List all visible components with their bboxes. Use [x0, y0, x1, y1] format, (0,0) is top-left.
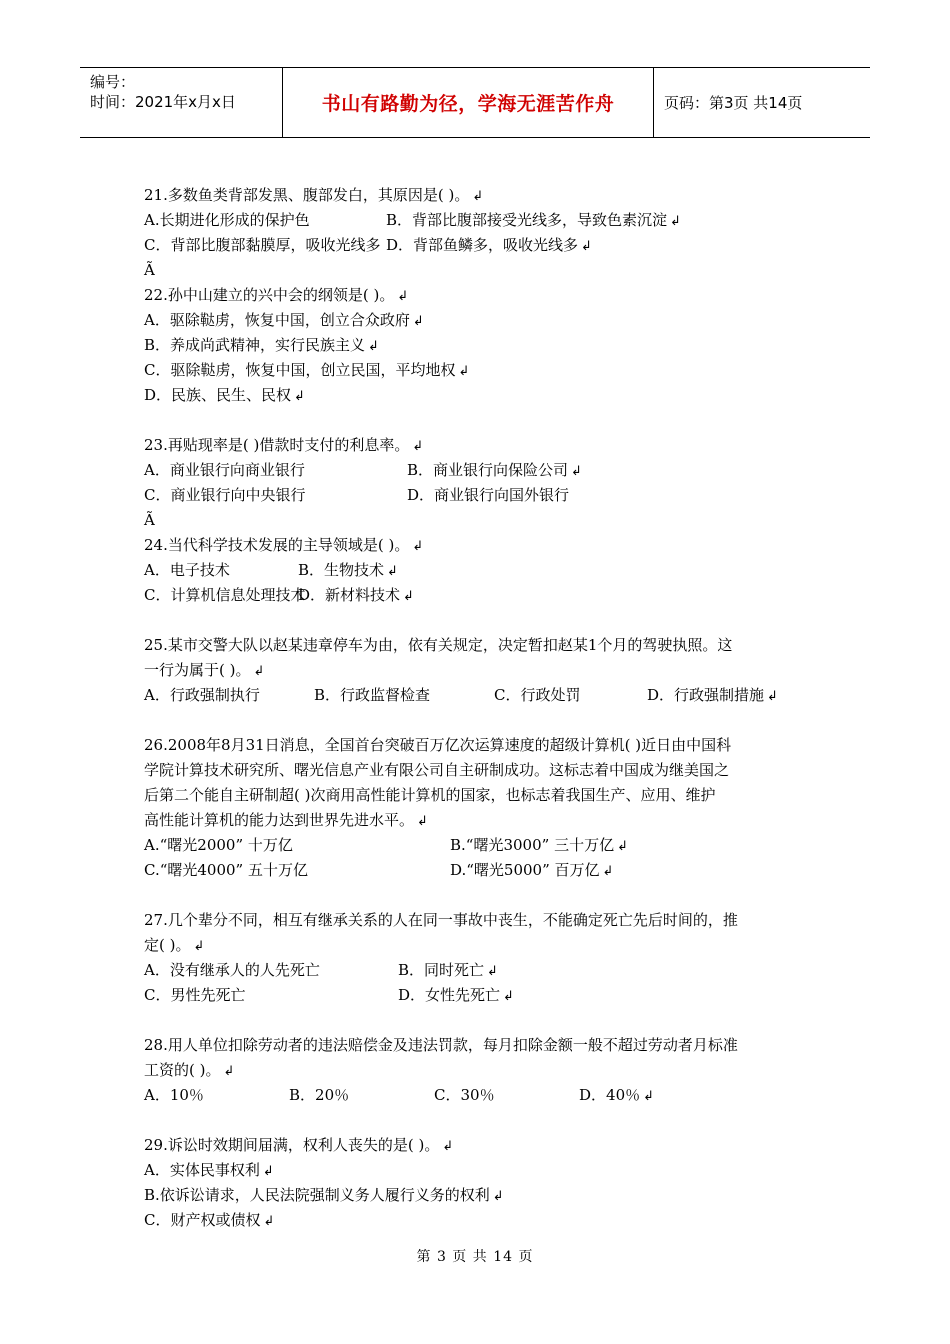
question-block: [144, 283, 808, 433]
paragraph-mark-icon: ↲: [368, 339, 379, 354]
question-block: [144, 183, 808, 283]
question-stem: [144, 433, 808, 458]
option-text: A．驱除鞑虏，恢复中国，创立合众政府: [144, 311, 410, 329]
option-text: C．计算机信息处理技术: [144, 586, 306, 604]
option-text: B．背部比腹部接受光线多，导致色素沉淀: [386, 211, 668, 229]
option-row: [144, 308, 808, 333]
question-stem: [144, 533, 808, 558]
option-text: C．财产权或债权: [144, 1211, 261, 1229]
option-text: C．行政处罚: [494, 686, 581, 704]
question-stem-text: 28.用人单位扣除劳动者的违法赔偿金及违法罚款，每月扣除金额一般不超过劳动者月标准: [144, 1036, 738, 1054]
page-footer: 第 3 页 共 14 页: [416, 1249, 534, 1265]
option-row: [144, 683, 808, 708]
option-text: B．商业银行向保险公司: [407, 461, 569, 479]
question-stem: [144, 1058, 808, 1083]
question-stem: [144, 633, 808, 658]
paragraph-mark-icon: ↲: [503, 989, 514, 1004]
option-row: [144, 833, 808, 858]
paragraph-mark-icon: ↲: [253, 664, 265, 679]
question-stem-text: 工资的( )。: [144, 1061, 221, 1079]
number-label: 编号：: [90, 73, 136, 91]
question-block: [144, 733, 808, 908]
header-page-info: 页码：第3页 共14页: [664, 94, 803, 112]
option-row: [144, 233, 808, 258]
option-row: [144, 383, 808, 408]
question-stem-text: 学院计算技术研究所、曙光信息产业有限公司自主研制成功。这标志着中国成为继美国之: [144, 761, 730, 779]
paragraph-mark-icon: ↲: [571, 464, 582, 479]
option-text: A.长期进化形成的保护色: [144, 211, 310, 229]
option-text: B．养成尚武精神，实行民族主义: [144, 336, 366, 354]
question-stem: [144, 1133, 808, 1158]
option-text: C．背部比腹部黏膜厚，吸收光线多: [144, 236, 381, 254]
question-stem-text: 29.诉讼时效期间届满，权利人丧失的是( )。: [144, 1136, 440, 1154]
option-row: [144, 208, 808, 233]
option-text: C．30％: [434, 1086, 495, 1104]
option-text: D．商业银行向国外银行: [407, 486, 570, 504]
question-stem-text: 定( )。: [144, 936, 191, 954]
question-stem: [144, 1033, 808, 1058]
trailing-symbol: Ã: [144, 511, 155, 529]
option-text: C．男性先死亡: [144, 986, 246, 1004]
option-row: [144, 983, 808, 1008]
question-stem: [144, 808, 808, 833]
option-row: [144, 958, 808, 983]
question-list: [144, 183, 808, 1233]
blank-line: [144, 708, 808, 733]
blank-line: [144, 408, 808, 433]
blank-line: [144, 883, 808, 908]
option-text: D．女性先死亡: [398, 986, 501, 1004]
question-stem: [144, 283, 808, 308]
paragraph-mark-icon: ↲: [193, 939, 205, 954]
option-row: [144, 1158, 808, 1183]
page-header: [80, 67, 870, 138]
paragraph-mark-icon: ↲: [643, 1089, 655, 1104]
paragraph-mark-icon: ↲: [487, 964, 498, 979]
option-row: [144, 458, 808, 483]
option-row: [144, 583, 808, 608]
date-label: 时间：2021年x月x日: [90, 93, 236, 111]
option-text: A．10％: [144, 1086, 204, 1104]
option-text: C．商业银行向中央银行: [144, 486, 306, 504]
option-text: D．行政强制措施: [647, 686, 765, 704]
question-stem: [144, 733, 808, 758]
option-text: D.“曙光5000” 百万亿: [450, 861, 600, 879]
question-stem: [144, 783, 808, 808]
question-stem-text: 26.2008年8月31日消息，全国首台突破百万亿次运算速度的超级计算机( )近日由中国科: [144, 736, 732, 754]
paragraph-mark-icon: ↲: [617, 839, 628, 854]
question-block: [144, 433, 808, 533]
option-row: [144, 483, 808, 508]
question-stem-text: 21.多数鱼类背部发黑、腹部发白，其原因是( )。: [144, 186, 470, 204]
option-text: D．40％: [579, 1086, 641, 1104]
paragraph-mark-icon: ↲: [442, 1139, 454, 1154]
option-text: C．驱除鞑虏，恢复中国，创立民国，平均地权: [144, 361, 456, 379]
paragraph-mark-icon: ↲: [387, 564, 398, 579]
paragraph-mark-icon: ↲: [767, 689, 778, 704]
option-text: D．背部鱼鳞多，吸收光线多: [386, 236, 579, 254]
paragraph-mark-icon: ↲: [403, 589, 414, 604]
question-stem-text: 后第二个能自主研制超( )次商用高性能计算机的国家，也标志着我国生产、应用、维护: [144, 786, 716, 804]
question-block: [144, 533, 808, 633]
option-text: B．生物技术: [298, 561, 385, 579]
question-stem-text: 24.当代科学技术发展的主导领域是( )。: [144, 536, 410, 554]
paragraph-mark-icon: ↲: [294, 389, 305, 404]
option-text: B.依诉讼请求，人民法院强制义务人履行义务的权利: [144, 1186, 490, 1204]
option-text: D．新材料技术: [298, 586, 401, 604]
question-block: [144, 633, 808, 733]
header-meta: [80, 68, 283, 137]
question-stem-text: 27.几个辈分不同，相互有继承关系的人在同一事故中丧生，不能确定死亡先后时间的，推: [144, 911, 738, 929]
trailing-symbol: Ã: [144, 261, 155, 279]
option-text: B．行政监督检查: [314, 686, 431, 704]
paragraph-mark-icon: ↲: [492, 1189, 504, 1204]
option-text: C.“曙光4000” 五十万亿: [144, 861, 308, 879]
question-block: [144, 1033, 808, 1133]
option-text: A.“曙光2000” 十万亿: [144, 836, 293, 854]
option-text: B．同时死亡: [398, 961, 485, 979]
paragraph-mark-icon: ↲: [472, 189, 484, 204]
option-row: [144, 1183, 808, 1208]
question-stem-text: 一行为属于( )。: [144, 661, 251, 679]
paragraph-mark-icon: ↲: [223, 1064, 235, 1079]
option-text: A．电子技术: [144, 561, 230, 579]
question-block: [144, 1133, 808, 1233]
question-stem: [144, 183, 808, 208]
question-stem: [144, 658, 808, 683]
paragraph-mark-icon: ↲: [581, 239, 592, 254]
option-text: B．20％: [289, 1086, 350, 1104]
option-text: B.“曙光3000” 三十万亿: [450, 836, 615, 854]
option-row: [144, 858, 808, 883]
question-stem-text: 25.某市交警大队以赵某违章停车为由，依有关规定，决定暂扣赵某1个月的驾驶执照。这: [144, 636, 733, 654]
option-text: A．实体民事权利: [144, 1161, 260, 1179]
paragraph-mark-icon: ↲: [397, 289, 409, 304]
blank-line: [144, 1008, 808, 1033]
blank-line: [144, 1108, 808, 1133]
paragraph-mark-icon: ↲: [412, 539, 424, 554]
paragraph-mark-icon: ↲: [412, 314, 424, 329]
option-row: [144, 333, 808, 358]
blank-line: [144, 608, 808, 633]
question-block: [144, 908, 808, 1033]
question-stem-text: 高性能计算机的能力达到世界先进水平。: [144, 811, 415, 829]
paragraph-mark-icon: ↲: [602, 864, 614, 879]
header-motto: 书山有路勤为径，学海无涯苦作舟: [283, 68, 654, 137]
question-stem-text: 23.再贴现率是( )借款时支付的利息率。: [144, 436, 410, 454]
paragraph-mark-icon: ↲: [417, 814, 428, 829]
option-row: [144, 1083, 808, 1108]
option-row: [144, 358, 808, 383]
option-row: [144, 1208, 808, 1233]
option-text: A．行政强制执行: [144, 686, 260, 704]
question-stem: [144, 908, 808, 933]
paragraph-mark-icon: ↲: [263, 1214, 275, 1229]
question-stem: [144, 758, 808, 783]
paragraph-mark-icon: ↲: [458, 364, 470, 379]
option-row: [144, 558, 808, 583]
option-text: A．没有继承人的人先死亡: [144, 961, 320, 979]
paragraph-mark-icon: ↲: [670, 214, 681, 229]
question-stem: [144, 933, 808, 958]
paragraph-mark-icon: ↲: [262, 1164, 274, 1179]
question-stem-text: 22.孙中山建立的兴中会的纲领是( )。: [144, 286, 395, 304]
paragraph-mark-icon: ↲: [412, 439, 424, 454]
option-text: A．商业银行向商业银行: [144, 461, 305, 479]
option-text: D．民族、民生、民权: [144, 386, 292, 404]
